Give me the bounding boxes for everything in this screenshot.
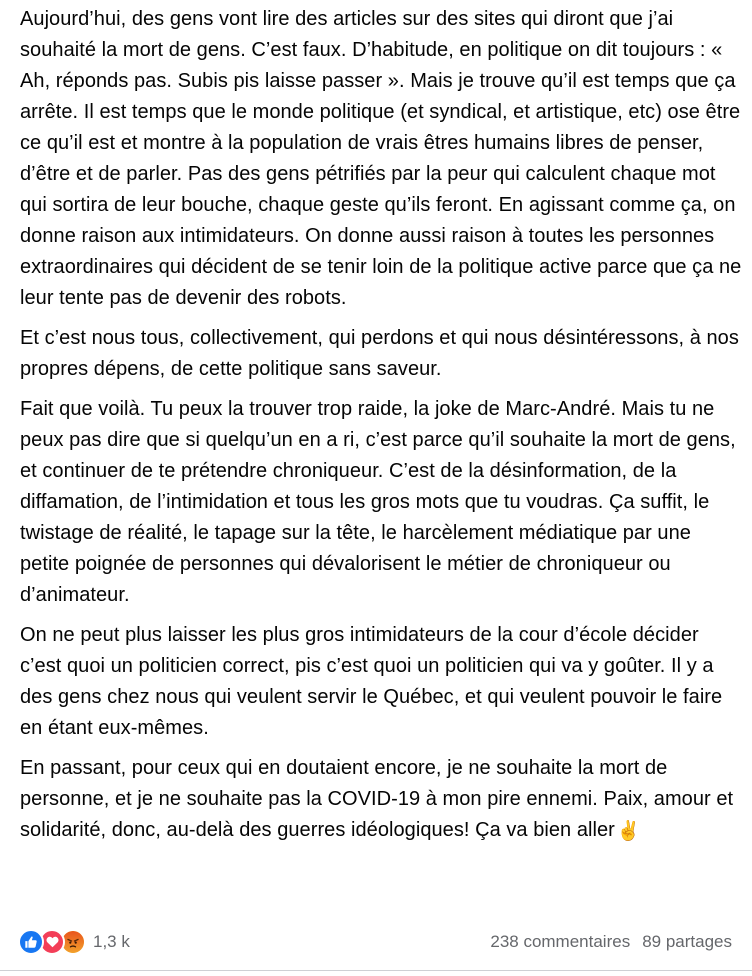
reaction-count[interactable]: 1,3 k <box>93 932 130 951</box>
post-paragraph-5 <box>20 753 742 846</box>
footer-divider <box>0 970 752 971</box>
like-icon <box>18 929 44 955</box>
reactions-summary[interactable] <box>18 929 130 955</box>
post-paragraph-2: Et c’est nous tous, collectivement, qui perdons et qui nous désintéressons, à nos propres dépens, de cette politique sans saveur. <box>20 327 739 380</box>
post-paragraph-1: Aujourd’hui, des gens vont lire des articles sur des sites qui diront que j’ai souhaité la mort de gens. C’est faux. D’habitude, en politique on dit toujours : « Ah, réponds pas. Subis pis laisse passer ». Mais je trouve qu’il est temps que ça arrête. Il est temps que le monde politique (et syndical, et artistique, etc) ose être ce qu’il est et montre à la population de vrais êtres humains libres de penser, d’être et de parler. Pas des gens pétrifiés par la peur qui calculent chaque mot qui sortira de leur bouche, chaque geste qu’ils feront. En agissant comme ça, on donne raison aux intimidateurs. On donne aussi raison à toutes les personnes extraordinaires qui décident de se tenir loin de la politique active parce que ça ne leur tente pas de devenir des robots. <box>20 8 742 309</box>
victory-hand-emoji: ✌️ <box>616 821 641 842</box>
comments-count-link[interactable]: 238 commentaires <box>490 932 631 951</box>
post-paragraph-4: On ne peut plus laisser les plus gros intimidateurs de la cour d’école décider c’est quoi un politicien correct, pis c’est quoi un politicien qui va y goûter. Il y a des gens chez nous qui veulent servir le Québec, et qui veulent pouvoir le faire en étant eux-mêmes. <box>20 624 723 739</box>
shares-count-link[interactable]: 89 partages <box>642 932 732 951</box>
post-stats <box>490 932 732 952</box>
post-paragraph-5-text: En passant, pour ceux qui en doutaient encore, je ne souhaite la mort de personne, et je ne souhaite pas la COVID-19 à mon pire ennemi. Paix, amour et solidarité, donc, au-delà des guerres idéologiques! Ça va bien aller <box>20 757 734 841</box>
post-footer <box>0 922 752 962</box>
post-text <box>20 4 742 855</box>
post-paragraph-3: Fait que voilà. Tu peux la trouver trop raide, la joke de Marc-André. Mais tu ne peux pas dire que si quelqu’un en a ri, c’est parce qu’il souhaite la mort de gens, et continuer de te prétendre chroniqueur. C’est de la désinformation, de la diffamation, de l’intimidation et tous les gros mots que tu voudras. Ça suffit, le twistage de réalité, le tapage sur la tête, le harcèlement médiatique par une petite poignée de personnes qui dévalorisent le métier de chroniqueur ou d’animateur. <box>20 398 736 606</box>
